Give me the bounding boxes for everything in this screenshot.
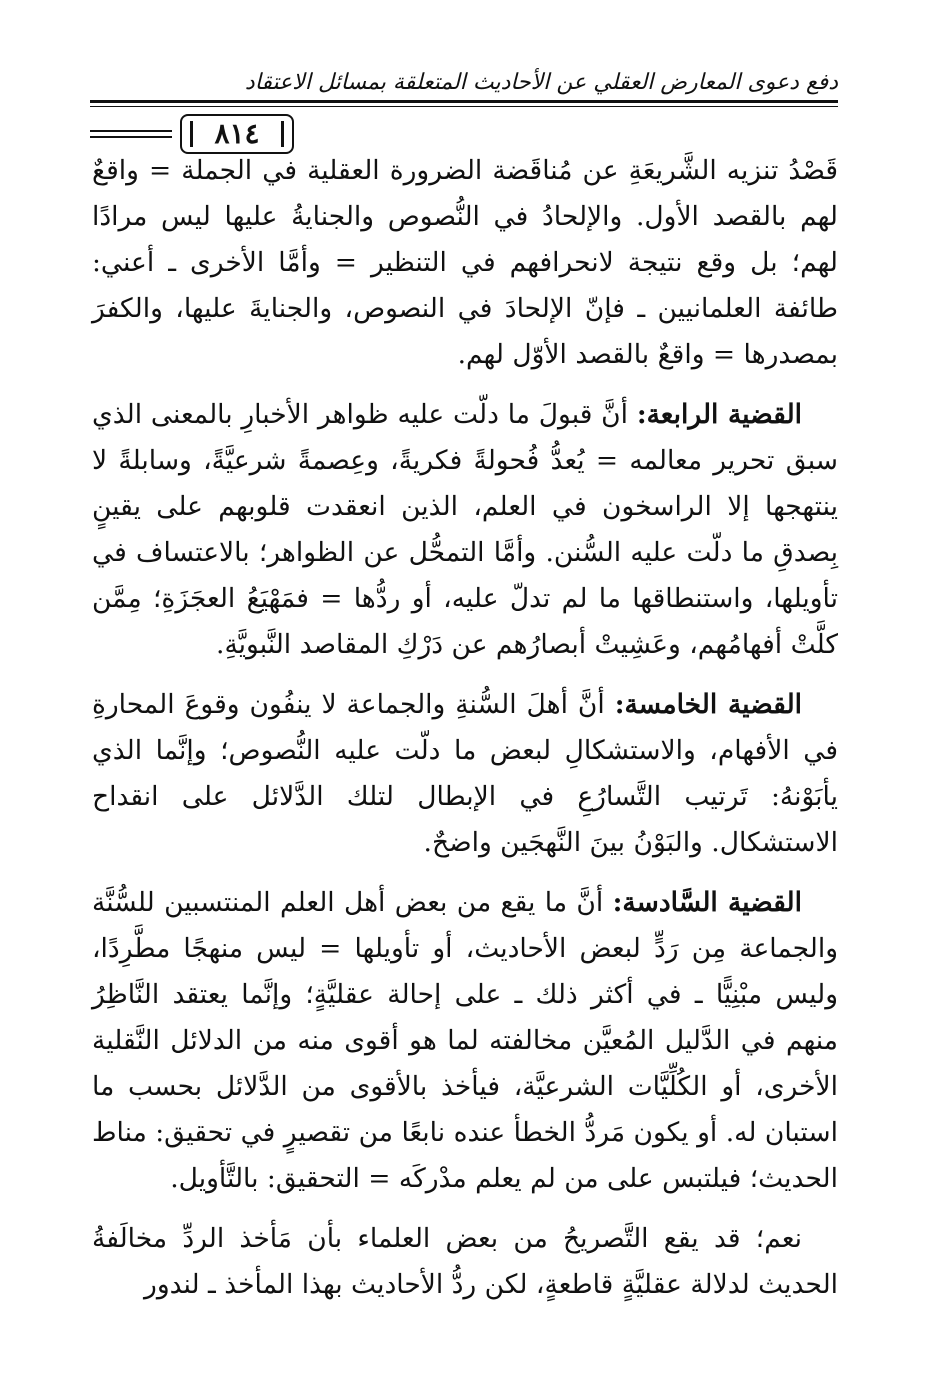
page-number-line-bottom	[90, 136, 172, 138]
header-rule-thin	[90, 106, 838, 107]
paragraph-final	[92, 1216, 838, 1308]
page-body	[92, 148, 838, 1322]
running-title: دفع دعوى المعارض العقلي عن الأحاديث المتعلقة بمسائل الاعتقاد	[244, 70, 838, 95]
paragraph-issue-5	[92, 682, 838, 866]
paragraph-1-text: قَصْدُ تنزيه الشَّريعَةِ عن مُناقَضة الضرورة العقلية في الجملة = واقعٌ لهم بالقصد الأول. والإلحادُ في النُّصوص والجنايةُ عليها ليس مرادًا لهم؛ بل وقع نتيجة لانحرافهم في التنظير = وأمَّا الأخرى ـ أعني: طائفة العلمانيين ـ فإنّ الإلحادَ في النصوص، والجنايةَ عليها، والكفرَ بمصدرها = واقعٌ بالقصد الأوّل لهم.	[92, 155, 838, 370]
page-number: ٨١٤	[214, 117, 260, 150]
issue-4-text: أنَّ قبولَ ما دلّت عليه ظواهر الأخبارِ بالمعنى الذي سبق تحرير معالمه = يُعدُّ فُحولةً فكريةً، وعِصمةً شرعيَّةً، وسابلةً لا ينتهجها إلا الراسخون في العلم، الذين انعقدت قلوبهم على يقينٍ بِصدقِ ما دلّت عليه السُّنن. وأمَّا التمحُّل عن الظواهر؛ بالاعتساف في تأويلها، واستنطاقها ما لم تدلّ عليه، أو ردُّها = فمَهْيَعُ العجَزَةِ؛ مِمَّن كلَّتْ أفهامُهم، وعَشِيتْ أبصارُهم عن دَرْكِ المقاصد النَّبويَّةِ.	[92, 399, 838, 660]
paragraph-issue-4	[92, 392, 838, 668]
running-header	[90, 62, 838, 150]
issue-5-heading: القضية الخامسة:	[614, 689, 803, 720]
header-rule-thick	[90, 100, 838, 103]
paragraph-issue-6	[92, 880, 838, 1202]
page-number-line-top	[90, 130, 172, 132]
paragraph-final-text: نعم؛ قد يقع التَّصريحُ من بعض العلماء بأن مَأخذ الردِّ مخالَفةُ الحديث لدلالة عقليَّةٍ قاطعةٍ، لكن ردُّ الأحاديث بهذا المأخذ ـ لندور	[92, 1223, 838, 1300]
issue-5-text: أنَّ أهلَ السُّنةِ والجماعة لا ينفُون وقوعَ المحارةِ في الأفهام، والاستشكالِ لبعض ما دلّت عليه النُّصوص؛ وإنَّما الذي يأبَوْنهُ: تَرتيب التَّسارُعِ في الإبطال لتلك الدَّلائل على انقداح الاستشكال. والبَوْنُ بينَ النَّهجَين واضحٌ.	[92, 689, 838, 858]
issue-4-heading: القضية الرابعة:	[636, 399, 803, 430]
issue-6-text: أنَّ ما يقع من بعض أهل العلم المنتسبين للسُّنَّة والجماعة مِن رَدٍّ لبعض الأحاديث، أو تأويلها = ليس منهجًا مطَّرِدًا، وليس مبْنِيًّا ـ في أكثر ذلك ـ على إحالة عقليَّةٍ؛ وإنَّما يعتقد النَّاظِرُ منهم في الدَّليل المُعيَّن مخالفته لما هو أقوى منه من الدلائل النَّقلية الأخرى، أو الكُلِّيَّات الشرعيَّة، فيأخذ بالأقوى من الدَّلائل بحسب ما استبان له. أو يكون مَردُّ الخطأ عنده نابعًا من تقصيرٍ في تحقيق: مناط الحديث؛ فيلتبس على من لم يعلم مدْركَه = التحقيق: بالتَّأويل.	[92, 887, 838, 1194]
paragraph-1	[92, 148, 838, 378]
issue-6-heading: القضية السَّادسة:	[612, 887, 802, 918]
